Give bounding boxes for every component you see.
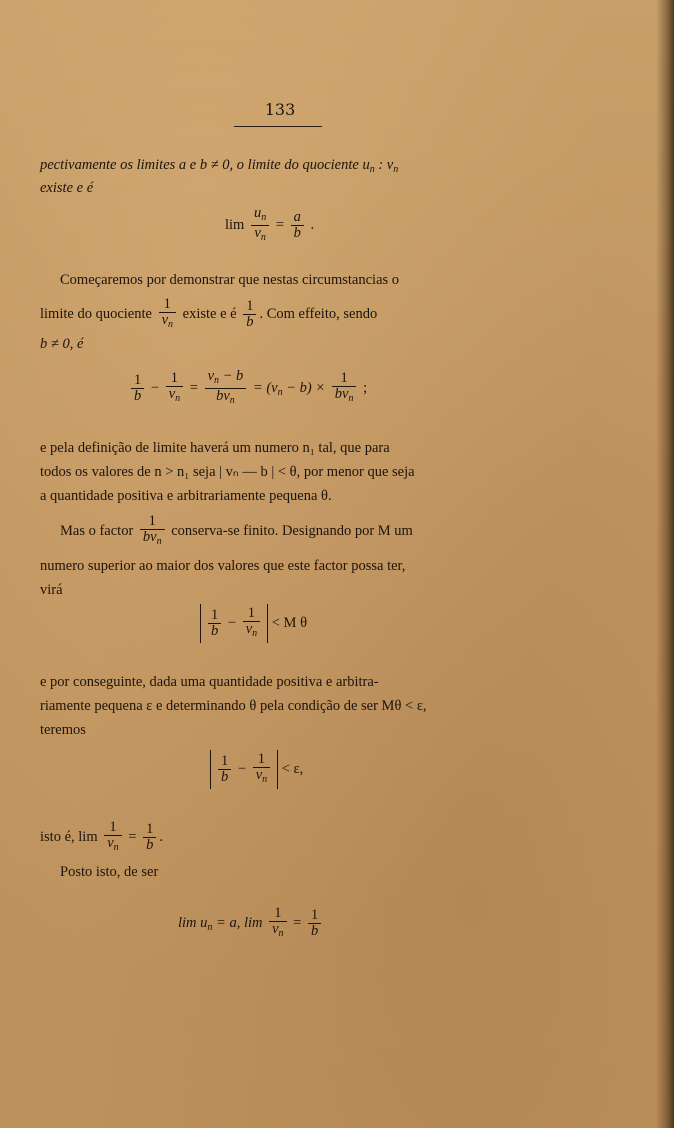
eq5-lim-u-tail: = a, lim — [212, 914, 263, 931]
text-line-7: todos os valores de n > n₁ seja | vₙ — b | < θ, por menor que seja — [40, 464, 415, 480]
eq3-frac-b — [243, 606, 260, 641]
equation-3 — [200, 604, 307, 643]
p7-frac-den-main: bv — [142, 529, 157, 545]
text-line-9-a: Mas o factor — [60, 522, 134, 539]
p7-frac-den — [140, 530, 165, 549]
eq4-frac-b-num: 1 — [253, 752, 270, 768]
p13-frac-right-den: b — [146, 837, 154, 853]
text-line-1-tail: : v — [374, 157, 394, 173]
p7-frac-num: 1 — [140, 514, 165, 530]
eq1-frac-right — [291, 210, 304, 241]
eq1-frac-left — [251, 206, 269, 245]
eq3-absolute-value — [200, 604, 268, 643]
eq5-frac-right-den: b — [310, 923, 319, 939]
eq2-frac-c-num-tail: − b — [219, 368, 244, 384]
text-line-1-main: pectivamente os limites a e b ≠ 0, o limite do quociente u — [40, 157, 370, 173]
eq1-rnum: a — [291, 210, 304, 226]
p13-frac-left-den-sub: n — [113, 842, 119, 853]
p13-frac-left — [104, 820, 121, 855]
eq5-frac-right-num: 1 — [308, 908, 321, 924]
eq5-frac-left-den-sub: n — [278, 928, 284, 939]
eq1-equals: = — [275, 216, 285, 233]
eq5-frac-left-den — [269, 922, 286, 941]
eq2-frac-b — [166, 371, 183, 406]
p13-frac-right-num: 1 — [143, 822, 156, 838]
eq3-frac-a-den: b — [211, 623, 219, 639]
p2-frac-1 — [159, 297, 176, 332]
eq4-absolute-value — [210, 750, 278, 789]
header-rule — [234, 126, 322, 127]
eq2-frac-a-den: b — [134, 388, 142, 404]
eq2-frac-c-num-sub: n — [214, 375, 219, 386]
eq2-frac-b-den-sub: n — [175, 393, 181, 404]
eq3-frac-b-den-main: v — [245, 621, 253, 637]
text-line-4-a: limite do quociente — [40, 305, 152, 322]
eq5-equals: = — [293, 914, 302, 931]
p2-frac-2-num: 1 — [243, 299, 256, 315]
text-line-11: virá — [40, 582, 63, 598]
text-line-1-sub: n — [369, 164, 375, 175]
eq1-num-sub: n — [261, 212, 267, 223]
eq5-lim-u-main: lim u — [178, 914, 208, 931]
text-line-15 — [40, 820, 163, 855]
eq2-product-sub: n — [277, 386, 283, 398]
eq4-frac-b-den-main: v — [255, 767, 263, 783]
eq1-den-main: v — [254, 225, 261, 241]
p13-frac-left-den — [104, 836, 121, 855]
equation-2 — [128, 369, 367, 408]
text-line-4 — [40, 297, 377, 332]
p2-frac-2 — [243, 299, 256, 330]
eq5-lim-u-sub: n — [207, 921, 213, 933]
text-line-9 — [60, 514, 413, 549]
p2-frac-1-den — [159, 313, 176, 332]
eq1-dot: . — [310, 216, 315, 233]
eq5-frac-left — [269, 906, 286, 941]
eq2-frac-c-den-sub: n — [229, 395, 235, 406]
eq1-rden: b — [293, 225, 301, 241]
p13-dot: . — [159, 828, 163, 845]
eq2-minus: − — [150, 379, 160, 396]
eq2-product-tail: − b) × — [282, 379, 326, 396]
eq2-frac-e-den — [332, 387, 357, 406]
eq2-frac-b-den — [166, 387, 183, 406]
text-line-1-sub2: n — [393, 164, 399, 175]
eq4-frac-a-den: b — [221, 769, 229, 785]
eq3-minus: − — [227, 614, 237, 631]
eq5-frac-left-den-main: v — [272, 921, 279, 937]
eq4-tail: < ε, — [281, 760, 304, 777]
eq1-num-main: u — [253, 205, 262, 221]
eq2-product-main: = (v — [252, 379, 278, 396]
equation-4 — [210, 750, 303, 789]
eq2-frac-c — [205, 369, 247, 408]
eq2-frac-e-num: 1 — [332, 371, 357, 387]
eq2-frac-c-num-main: v — [207, 368, 214, 384]
eq3-frac-a — [208, 608, 221, 639]
p13-frac-left-num: 1 — [104, 820, 121, 836]
eq2-frac-c-den — [205, 389, 247, 408]
eq2-frac-b-den-main: v — [168, 386, 176, 402]
eq1-den-sub: n — [260, 232, 266, 243]
eq4-frac-b-den-sub: n — [262, 774, 268, 785]
p7-frac — [140, 514, 165, 549]
eq3-frac-b-den-sub: n — [252, 628, 258, 639]
eq2-equals: = — [189, 379, 198, 396]
eq1-num — [251, 206, 269, 226]
p2-frac-1-num: 1 — [159, 297, 176, 313]
page-spine-shadow — [656, 0, 674, 1128]
text-line-13: riamente pequena ε e determinando θ pela condição de ser Mθ < ε, — [40, 698, 427, 714]
text-line-4-c: . Com effeito, sendo — [259, 305, 378, 322]
eq2-product — [253, 380, 325, 396]
eq2-frac-a — [131, 373, 144, 404]
p2-frac-2-den: b — [246, 314, 254, 330]
text-line-8: a quantidade positiva e arbitrariamente pequena θ. — [40, 488, 332, 504]
eq4-minus: − — [237, 760, 247, 777]
eq5-frac-left-num: 1 — [269, 906, 286, 922]
text-line-2: existe e é — [40, 180, 94, 196]
p2-frac-1-den-sub: n — [168, 319, 174, 330]
eq2-frac-e-den-main: bv — [334, 386, 349, 402]
text-line-16: Posto isto, de ser — [60, 864, 159, 880]
eq1-den — [251, 226, 269, 245]
equation-5 — [178, 906, 324, 941]
text-line-6: e pela definição de limite haverá um numero n₁ tal, que para — [40, 440, 390, 456]
text-line-15-a: isto é, lim — [40, 828, 98, 845]
text-line-14: teremos — [40, 722, 86, 738]
text-line-3: Começaremos por demonstrar que nestas circumstancias o — [60, 272, 400, 288]
eq2-frac-c-den-main: bv — [216, 388, 230, 404]
eq3-frac-a-num: 1 — [208, 608, 221, 624]
text-line-4-b: existe e é — [182, 305, 237, 322]
text-line-12: e por conseguinte, dada uma quantidade positiva e arbitra- — [40, 674, 379, 690]
equation-1 — [225, 206, 314, 245]
eq3-frac-b-den — [243, 622, 260, 641]
eq2-frac-c-num — [205, 369, 247, 389]
text-line-1 — [40, 157, 398, 175]
eq2-frac-e — [332, 371, 357, 406]
p13-frac-left-den-main: v — [107, 835, 114, 851]
eq4-frac-a-num: 1 — [218, 754, 231, 770]
p2-frac-1-den-main: v — [161, 312, 169, 328]
text-line-10: numero superior ao maior dos valores que este factor possa ter, — [40, 558, 406, 574]
p7-frac-den-sub: n — [156, 536, 162, 547]
eq4-frac-b-den — [253, 768, 270, 787]
eq2-semicolon: ; — [363, 379, 368, 396]
eq2-frac-b-num: 1 — [166, 371, 183, 387]
text-line-5: b ≠ 0, é — [40, 336, 84, 352]
eq2-frac-e-den-sub: n — [348, 393, 354, 404]
eq1-lim: lim — [225, 216, 245, 233]
eq4-frac-b — [253, 752, 270, 787]
p13-equals: = — [128, 828, 137, 845]
eq3-tail: < M θ — [271, 614, 308, 631]
eq2-frac-a-num: 1 — [131, 373, 144, 389]
text-line-9-b: conserva-se finito. Designando por M um — [171, 522, 413, 539]
eq3-frac-b-num: 1 — [243, 606, 260, 622]
eq5-frac-right — [308, 908, 321, 939]
p13-frac-right — [143, 822, 156, 853]
eq4-frac-a — [218, 754, 231, 785]
eq5-lim-u — [178, 915, 262, 931]
page-number: 133 — [264, 100, 296, 119]
